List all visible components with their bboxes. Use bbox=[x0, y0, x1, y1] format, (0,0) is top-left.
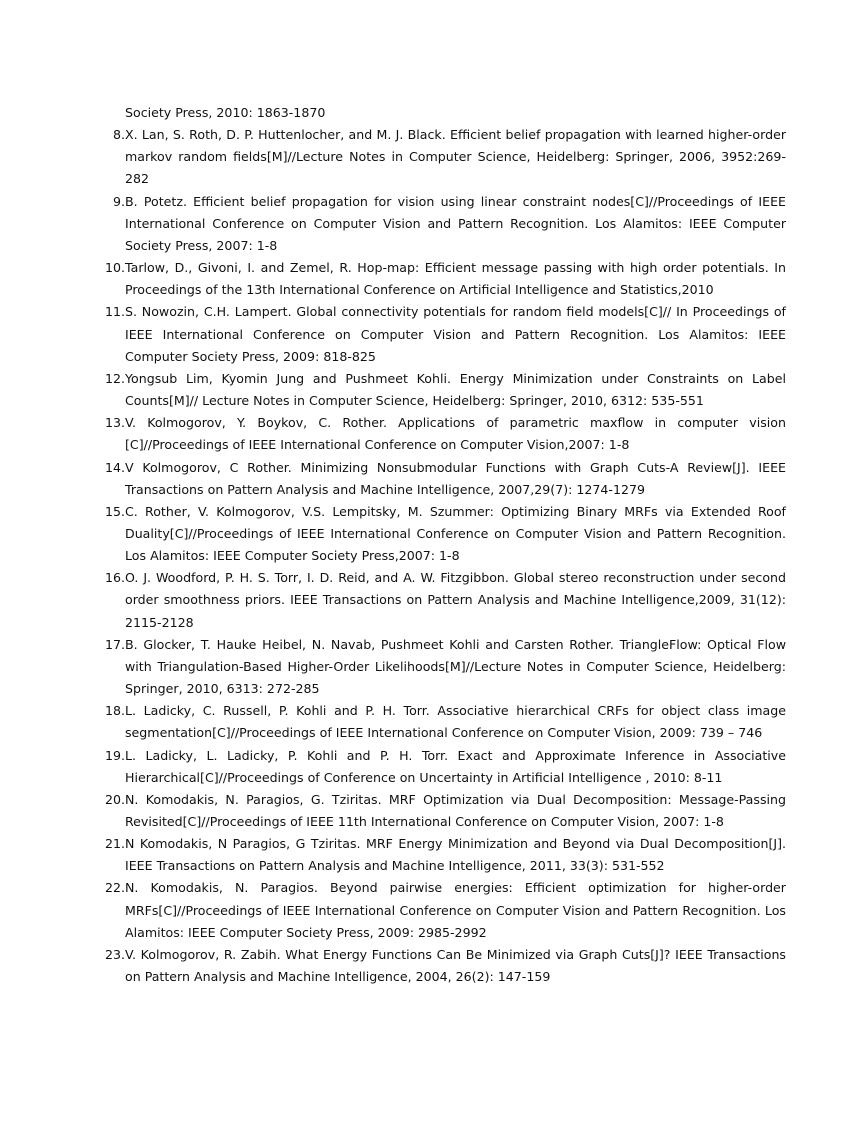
reference-item bbox=[96, 833, 786, 877]
reference-text: L. Ladicky, L. Ladicky, P. Kohli and P. H. Torr. Exact and Approximate Inference in Associative Hierarchical[C]//Proceedings of Conference on Uncertainty in Artificial Intelligence , 2010: 8-11 bbox=[125, 747, 786, 785]
reference-number: 8. bbox=[112, 127, 125, 143]
reference-item bbox=[96, 457, 786, 501]
reference-text: V. Kolmogorov, Y. Boykov, C. Rother. Applications of parametric maxflow in computer vision [C]//Proceedings of IEEE International Conference on Computer Vision,2007: 1-8 bbox=[125, 415, 786, 453]
reference-text: V Kolmogorov, C Rother. Minimizing Nonsubmodular Functions with Graph Cuts-A Review[J]. IEEE Transactions on Pattern Analysis and Machine Intelligence, 2007,29(7): 1274-1279 bbox=[125, 459, 786, 497]
reference-item bbox=[96, 301, 786, 367]
reference-text: N. Komodakis, N. Paragios, G. Tziritas. MRF Optimization via Dual Decomposition: Message-Passing Revisited[C]//Proceedings of IEEE 11th International Conference on Computer Vision, 2007: 1-8 bbox=[125, 791, 786, 829]
reference-number: 20. bbox=[104, 791, 125, 807]
reference-text: L. Ladicky, C. Russell, P. Kohli and P. H. Torr. Associative hierarchical CRFs for object class image segmentation[C]//Proceedings of IEEE International Conference on Computer Vision, 2009: 739 – 746 bbox=[125, 703, 786, 741]
reference-number: 12. bbox=[104, 370, 125, 386]
reference-number: 19. bbox=[104, 747, 125, 763]
reference-text: O. J. Woodford, P. H. S. Torr, I. D. Reid, and A. W. Fitzgibbon. Global stereo reconstruction under second order smoothness priors. IEEE Transactions on Pattern Analysis and Machine Intelligence,2009, 31(12): 2115-2128 bbox=[125, 570, 786, 630]
reference-number: 23. bbox=[104, 946, 125, 962]
reference-number: 14. bbox=[104, 459, 125, 475]
reference-item bbox=[96, 700, 786, 744]
reference-item bbox=[96, 567, 786, 633]
reference-text: C. Rother, V. Kolmogorov, V.S. Lempitsky, M. Szummer: Optimizing Binary MRFs via Extended Roof Duality[C]//Proceedings of IEEE International Conference on Computer Vision and Pattern Recognition. Los Alamitos: IEEE Computer Society Press,2007: 1-8 bbox=[125, 503, 786, 564]
reference-text: Yongsub Lim, Kyomin Jung and Pushmeet Kohli. Energy Minimization under Constraints on Label Counts[M]// Lecture Notes in Computer Science, Heidelberg: Springer, 2010, 6312: 535-551 bbox=[125, 370, 786, 409]
reference-number: 9. bbox=[112, 193, 125, 209]
reference-item bbox=[96, 124, 786, 190]
reference-item bbox=[96, 191, 786, 257]
reference-number: 15. bbox=[104, 503, 125, 519]
reference-list bbox=[96, 102, 786, 988]
reference-number: 16. bbox=[104, 570, 125, 586]
reference-item bbox=[96, 501, 786, 567]
reference-item bbox=[96, 944, 786, 988]
reference-text: Tarlow, D., Givoni, I. and Zemel, R. Hop-map: Efficient message passing with high order potentials. In Proceedings of the 13th International Conference on Artificial Intelligence and Statistics,2010 bbox=[125, 260, 786, 298]
reference-number: 13. bbox=[104, 415, 125, 431]
reference-number: 17. bbox=[104, 636, 125, 652]
reference-item bbox=[96, 877, 786, 943]
reference-text: S. Nowozin, C.H. Lampert. Global connectivity potentials for random field models[C]// In Proceedings of IEEE International Conference on Computer Vision and Pattern Recognition. Los Alamitos: IEEE Computer Society Press, 2009: 818-825 bbox=[125, 304, 786, 364]
reference-item bbox=[96, 745, 786, 789]
reference-item bbox=[96, 368, 786, 412]
reference-text: N Komodakis, N Paragios, G Tziritas. MRF Energy Minimization and Beyond via Dual Decomposition[J]. IEEE Transactions on Pattern Analysis and Machine Intelligence, 2011, 33(3): 531-552 bbox=[125, 836, 786, 874]
reference-number: 11. bbox=[104, 304, 125, 320]
reference-item bbox=[96, 789, 786, 833]
reference-number: 10. bbox=[104, 260, 125, 276]
reference-number: 21. bbox=[104, 836, 125, 852]
reference-text: B. Glocker, T. Hauke Heibel, N. Navab, Pushmeet Kohli and Carsten Rother. TriangleFlow: Optical Flow with Triangulation-Based Higher-Order Likelihoods[M]//Lecture Notes in Computer Science, Heidelberg: Springer, 2010, 6313: 272-285 bbox=[125, 636, 786, 697]
reference-text: B. Potetz. Efficient belief propagation for vision using linear constraint nodes[C]//Proceedings of IEEE International Conference on Computer Vision and Pattern Recognition. Los Alamitos: IEEE Computer Society Press, 2007: 1-8 bbox=[125, 193, 786, 253]
reference-item bbox=[96, 634, 786, 700]
reference-text: V. Kolmogorov, R. Zabih. What Energy Functions Can Be Minimized via Graph Cuts[J]? IEEE Transactions on Pattern Analysis and Machine Intelligence, 2004, 26(2): 147-159 bbox=[125, 946, 786, 985]
reference-number: 22. bbox=[104, 880, 125, 896]
reference-continuation: Society Press, 2010: 1863-1870 bbox=[125, 105, 326, 120]
reference-item bbox=[96, 412, 786, 456]
reference-item bbox=[96, 257, 786, 301]
reference-text: X. Lan, S. Roth, D. P. Huttenlocher, and M. J. Black. Efficient belief propagation with learned higher-order markov random fields[M]//Lecture Notes in Computer Science, Heidelberg: Springer, 2006, 3952:269-282 bbox=[125, 127, 786, 187]
reference-number: 18. bbox=[104, 703, 125, 719]
reference-text: N. Komodakis, N. Paragios. Beyond pairwise energies: Efficient optimization for higher-order MRFs[C]//Proceedings of IEEE International Conference on Computer Vision and Pattern Recognition. Los Alamitos: IEEE Computer Society Press, 2009: 2985-2992 bbox=[125, 880, 786, 940]
